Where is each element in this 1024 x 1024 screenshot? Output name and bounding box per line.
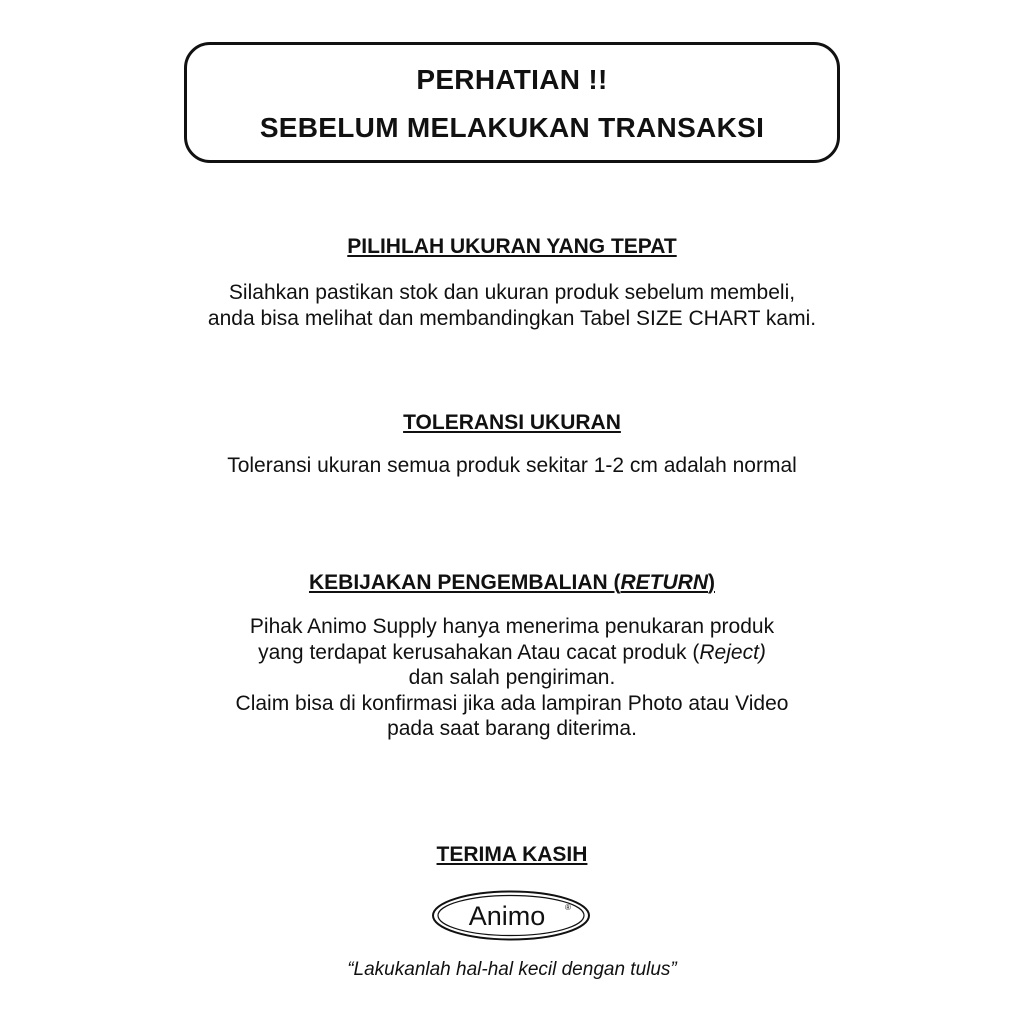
tolerance-body-line: Toleransi ukuran semua produk sekitar 1-2 cm adalah normal	[227, 454, 797, 477]
return-body-line: dan salah pengiriman.	[408, 666, 616, 689]
logo-text: Animo	[468, 901, 546, 931]
notice-subtitle: SEBELUM MELAKUKAN TRANSAKSI	[259, 112, 765, 143]
notice-title: PERHATIAN !!	[416, 64, 608, 95]
size-body-line: anda bisa melihat dan membandingkan Tabel SIZE CHART kami.	[207, 307, 817, 330]
tolerance-body	[0, 453, 1024, 479]
return-heading-suffix: )	[708, 571, 715, 594]
return-line2-prefix: yang terdapat kerusahakan Atau cacat produk (	[258, 640, 700, 664]
return-body-line: Claim bisa di konfirmasi jika ada lampiran Photo atau Video	[235, 691, 789, 715]
return-body-line: Pihak Animo Supply hanya menerima penukaran produk	[249, 615, 775, 638]
registered-mark: ®	[565, 903, 571, 912]
tagline: “Lakukanlah hal-hal kecil dengan tulus”	[347, 959, 677, 980]
return-body-line: pada saat barang diterima.	[387, 717, 637, 740]
return-heading-prefix: KEBIJAKAN PENGEMBALIAN (	[308, 571, 621, 594]
notice-box	[184, 42, 840, 163]
return-body	[0, 614, 1024, 742]
return-body-line	[0, 640, 1024, 666]
return-line2-emphasis: Reject)	[699, 640, 766, 664]
return-heading-emphasis: RETURN	[620, 571, 708, 594]
size-heading: PILIHLAH UKURAN YANG TEPAT	[347, 235, 677, 258]
return-heading	[0, 571, 1024, 595]
size-body	[0, 280, 1024, 332]
thanks-heading: TERIMA KASIH	[436, 843, 588, 866]
tolerance-heading: TOLERANSI UKURAN	[403, 411, 621, 434]
animo-logo	[431, 889, 591, 942]
size-body-line: Silahkan pastikan stok dan ukuran produk sebelum membeli,	[228, 281, 796, 304]
